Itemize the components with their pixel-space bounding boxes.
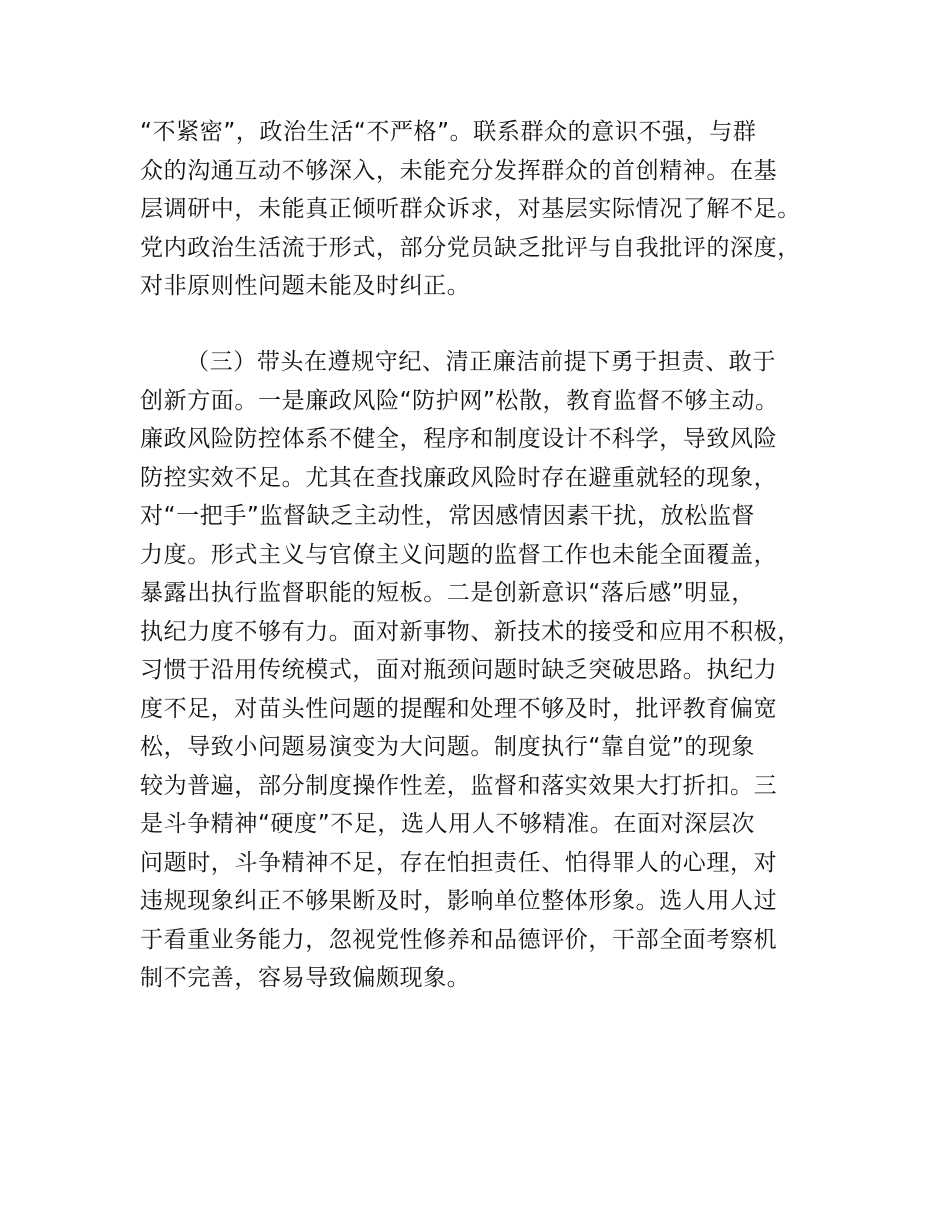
paragraph-line: 习惯于沿用传统模式，面对瓶颈问题时缺乏突破思路。执纪力 bbox=[140, 657, 778, 683]
paragraph-line: 较为普遍，部分制度操作性差，监督和落实效果大打折扣。三 bbox=[140, 772, 778, 799]
paragraph-line: 党内政治生活流于形式，部分党员缺乏批评与自我批评的深度， bbox=[140, 234, 801, 261]
paragraph-line: 创新方面。一是廉政风险“防护网”松散，教育监督不够主动。 bbox=[140, 387, 779, 414]
paragraph-line: 暴露出执行监督职能的短板。二是创新意识“落后感”明显， bbox=[140, 580, 756, 606]
paragraph-line: “不紧密”，政治生活“不严格”。联系群众的意识不强，与群 bbox=[140, 119, 757, 145]
paragraph-line: 违规现象纠正不够果断及时，影响单位整体形象。选人用人过 bbox=[140, 888, 778, 914]
paragraph-line: 问题时，斗争精神不足，存在怕担责任、怕得罪人的心理，对 bbox=[140, 849, 778, 876]
paragraph-line: 防控实效不足。尤其在查找廉政风险时存在避重就轻的现象， bbox=[140, 464, 778, 491]
paragraph-section-three bbox=[140, 343, 840, 998]
paragraph-line: 执纪力度不够有力。面对新事物、新技术的接受和应用不积极， bbox=[140, 618, 801, 645]
paragraph-line: 制不完善，容易导致偏颇现象。 bbox=[140, 965, 471, 991]
paragraph-continued bbox=[140, 113, 840, 306]
paragraph-line: 层调研中，未能真正倾听群众诉求，对基层实际情况了解不足。 bbox=[140, 196, 801, 222]
paragraph-line: 众的沟通互动不够深入，未能充分发挥群众的首创精神。在基 bbox=[140, 157, 778, 184]
paragraph-line: 对“一把手”监督缺乏主动性，常因感情因素干扰，放松监督 bbox=[140, 503, 756, 529]
paragraph-line: 松，导致小问题易演变为大问题。制度执行“靠自觉”的现象 bbox=[140, 734, 756, 760]
paragraph-line: 度不足，对苗头性问题的提醒和处理不够及时，批评教育偏宽 bbox=[140, 695, 778, 722]
paragraph-line: 力度。形式主义与官僚主义问题的监督工作也未能全面覆盖， bbox=[140, 541, 778, 568]
paragraph-line: 对非原则性问题未能及时纠正。 bbox=[140, 273, 471, 299]
paragraph-line: 廉政风险防控体系不健全，程序和制度设计不科学，导致风险 bbox=[140, 426, 778, 452]
paragraph-line: 是斗争精神“硬度”不足，选人用人不够精准。在面对深层次 bbox=[140, 811, 756, 837]
section-heading-line: （三）带头在遵规守纪、清正廉洁前提下勇于担责、敢于 bbox=[186, 349, 776, 375]
paragraph-line: 于看重业务能力，忽视党性修养和品德评价，干部全面考察机 bbox=[140, 926, 778, 953]
